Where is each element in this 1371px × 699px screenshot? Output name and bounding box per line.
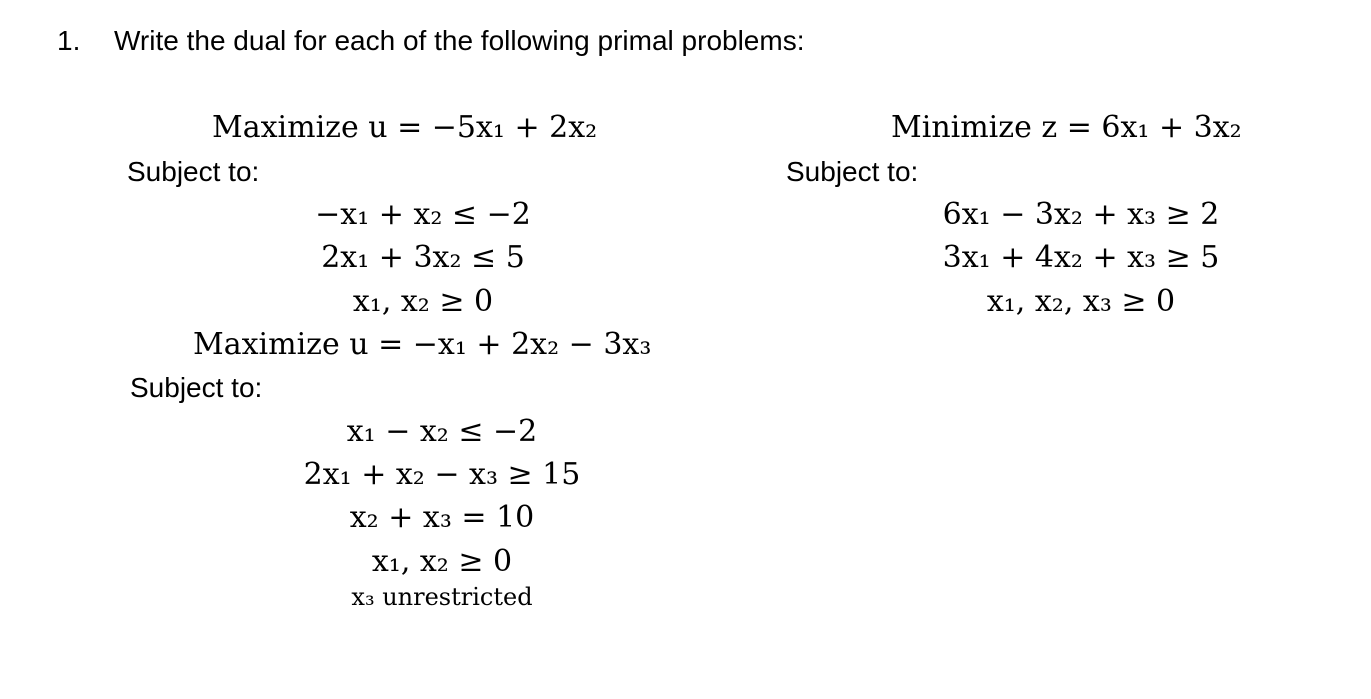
problem-b-subject-to: Subject to: <box>130 372 263 403</box>
problem-c-constraint: 3x₁ + 4x₂ + x₃ ≥ 5 <box>942 240 1220 275</box>
problem-b-constraint: 2x₁ + x₂ − x₃ ≥ 15 <box>303 457 581 492</box>
problem-a-objective: Maximize u = −5x₁ + 2x₂ <box>212 110 598 145</box>
question-number: 1. <box>57 25 81 56</box>
problem-c-objective: Minimize z = 6x₁ + 3x₂ <box>891 110 1242 145</box>
problem-c-constraint: 6x₁ − 3x₂ + x₃ ≥ 2 <box>942 197 1220 232</box>
problem-b-constraint: x₂ + x₃ = 10 <box>349 500 535 535</box>
question-text: Write the dual for each of the following primal problems: <box>114 25 805 56</box>
problem-a-constraint: 2x₁ + 3x₂ ≤ 5 <box>321 240 525 275</box>
problem-c-subject-to: Subject to: <box>786 156 919 187</box>
problem-a-constraint: −x₁ + x₂ ≤ −2 <box>315 197 531 232</box>
problem-b-unrestricted-note: x₃ unrestricted <box>351 583 533 611</box>
problem-a-subject-to: Subject to: <box>127 156 260 187</box>
problem-b-nonnegativity: x₁, x₂ ≥ 0 <box>371 544 513 579</box>
problem-b-objective: Maximize u = −x₁ + 2x₂ − 3x₃ <box>193 327 652 362</box>
problem-a-nonnegativity: x₁, x₂ ≥ 0 <box>352 284 494 319</box>
problem-b-constraint: x₁ − x₂ ≤ −2 <box>346 414 538 449</box>
problem-c-nonnegativity: x₁, x₂, x₃ ≥ 0 <box>986 284 1176 319</box>
